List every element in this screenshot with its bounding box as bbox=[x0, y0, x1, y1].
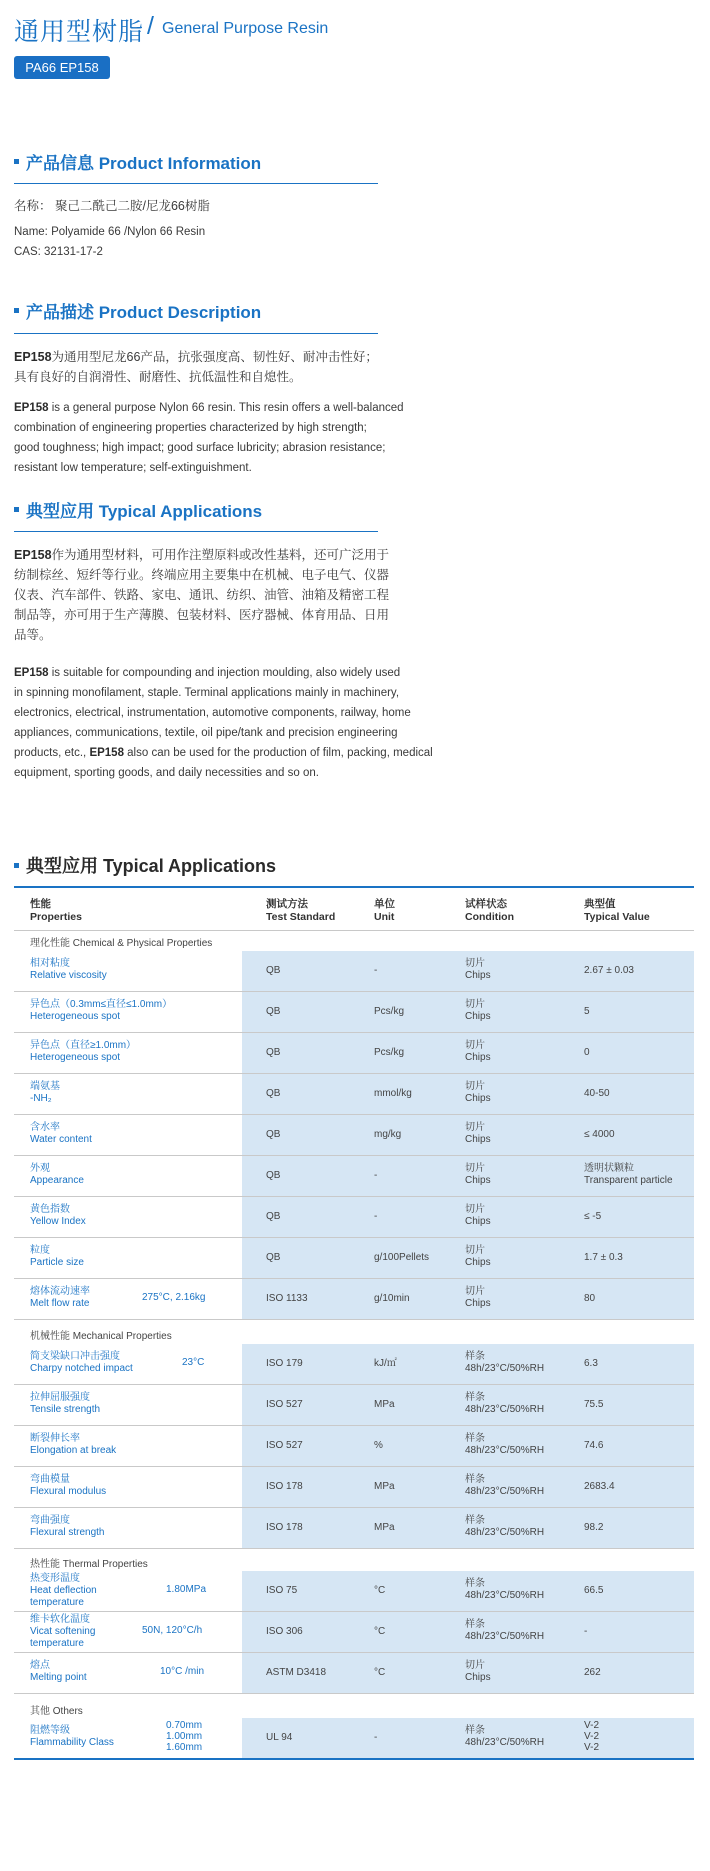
typical-value bbox=[584, 1047, 590, 1059]
app-cn-line-4: 制品等，亦可用于生产薄膜、包装材料、医疗器械、体育用品、日用 bbox=[14, 608, 390, 622]
property-label bbox=[30, 1040, 136, 1064]
property-name-cn: 异色点（直径≥1.0mm） bbox=[30, 1040, 137, 1051]
property-name-cn: 熔点 bbox=[30, 1660, 50, 1671]
property-label bbox=[30, 958, 107, 982]
group-label-mechanical: 机械性能 Mechanical Properties bbox=[30, 1331, 172, 1342]
property-name-cn: 外观 bbox=[30, 1163, 50, 1174]
property-name-cn: 弯曲模量 bbox=[30, 1474, 70, 1485]
header-divider bbox=[14, 930, 694, 931]
condition-en: 48h/23°C/50%RH bbox=[465, 1631, 545, 1642]
square-bullet-icon bbox=[14, 863, 19, 868]
product-code: EP158 bbox=[14, 402, 49, 414]
section-divider bbox=[14, 183, 378, 184]
product-name-en: Name: Polyamide 66 /Nylon 66 Resin bbox=[14, 226, 206, 238]
test-standard: QB bbox=[266, 1088, 281, 1099]
test-standard: ISO 179 bbox=[266, 1358, 303, 1369]
unit: MPa bbox=[374, 1481, 395, 1492]
typical-value-main: 5 bbox=[584, 1006, 590, 1017]
property-label bbox=[30, 1351, 133, 1375]
row-divider bbox=[14, 1548, 694, 1549]
header-value bbox=[584, 898, 650, 924]
group-label-others: 其他 Others bbox=[30, 1706, 83, 1717]
property-label bbox=[30, 1204, 86, 1228]
unit: °C bbox=[374, 1585, 386, 1596]
condition-cn: 切片 bbox=[465, 1245, 485, 1256]
property-label bbox=[30, 1163, 84, 1187]
thickness-value: 1.00mm bbox=[166, 1731, 203, 1742]
app-cn-line-2: 纺制棕丝、短纤等行业。终端应用主要集中在机械、电子电气、仪器 bbox=[14, 568, 390, 582]
section-title-text: 典型应用 Typical Applications bbox=[26, 502, 263, 521]
property-name-en-2: temperature bbox=[30, 1597, 84, 1608]
typical-value bbox=[584, 1667, 601, 1679]
test-standard: QB bbox=[266, 1006, 281, 1017]
test-standard: ISO 178 bbox=[266, 1481, 303, 1492]
condition-cn: 切片 bbox=[465, 958, 485, 969]
app-cn-line-1 bbox=[14, 545, 389, 565]
header-cn: 测试方法 bbox=[266, 898, 308, 910]
property-name-cn: 相对粘度 bbox=[30, 958, 70, 969]
property-name-en: Flammability Class bbox=[30, 1737, 114, 1748]
table-row bbox=[14, 992, 694, 1033]
property-name-cn: 维卡软化温度 bbox=[30, 1614, 90, 1625]
property-label bbox=[30, 1245, 84, 1269]
typical-value bbox=[584, 1626, 587, 1638]
test-standard: ISO 75 bbox=[266, 1585, 298, 1596]
app-en-line-3: electronics, electrical, instrumentation, automotive components, railway, home bbox=[14, 707, 411, 719]
condition-en: 48h/23°C/50%RH bbox=[465, 1590, 545, 1601]
test-thickness-list bbox=[166, 1720, 202, 1753]
header-cn: 性能 bbox=[30, 898, 51, 910]
thickness-value: 1.60mm bbox=[166, 1742, 203, 1753]
test-condition: 1.80MPa bbox=[166, 1584, 207, 1595]
desc-cn-text: 为通用型尼龙66产品，抗张强度高、韧性好、耐冲击性好； bbox=[51, 350, 378, 364]
typical-value bbox=[584, 965, 634, 977]
section-title-product-info bbox=[14, 149, 261, 174]
typical-value-main: 74.6 bbox=[584, 1440, 604, 1451]
section-title-product-desc bbox=[14, 298, 261, 323]
test-standard: QB bbox=[266, 1129, 281, 1140]
unit: - bbox=[374, 965, 378, 976]
property-name-cn: 拉伸屈服强度 bbox=[30, 1392, 90, 1403]
typical-value-main: 40-50 bbox=[584, 1088, 610, 1099]
property-name-en: Yellow Index bbox=[30, 1216, 86, 1227]
condition-cn: 样条 bbox=[465, 1351, 485, 1362]
header-en: Test Standard bbox=[266, 911, 336, 923]
table-row bbox=[14, 1426, 694, 1467]
sample-condition bbox=[465, 1392, 544, 1416]
app-cn-line-5: 品等。 bbox=[14, 628, 52, 642]
condition-cn: 切片 bbox=[465, 999, 485, 1010]
test-condition: 10°C /min bbox=[160, 1666, 205, 1677]
header-cn: 单位 bbox=[374, 898, 395, 910]
header-cn: 试样状态 bbox=[465, 898, 507, 910]
condition-en: 48h/23°C/50%RH bbox=[465, 1445, 545, 1456]
sample-condition bbox=[465, 1122, 491, 1146]
property-name-en: Charpy notched impact bbox=[30, 1363, 133, 1374]
section-title-table bbox=[14, 852, 276, 878]
condition-en: Chips bbox=[465, 1216, 491, 1227]
property-name-en: Appearance bbox=[30, 1175, 84, 1186]
property-name-cn: 熔体流动速率 bbox=[30, 1286, 90, 1297]
table-row bbox=[14, 1385, 694, 1426]
section-title-text: 典型应用 Typical Applications bbox=[26, 856, 277, 876]
property-name-cn: 断裂伸长率 bbox=[30, 1433, 80, 1444]
product-name-cn: 名称： 聚己二酰己二胺/尼龙66树脂 bbox=[14, 199, 210, 213]
product-code: EP158 bbox=[14, 667, 49, 679]
thickness-value: 0.70mm bbox=[166, 1720, 203, 1731]
sample-condition bbox=[465, 1245, 491, 1269]
condition-en: 48h/23°C/50%RH bbox=[465, 1737, 545, 1748]
property-label bbox=[30, 1081, 60, 1105]
header-en: Properties bbox=[30, 911, 82, 923]
app-cn-text: 作为通用型材料，可用作注塑原料或改性基料，还可广泛用于 bbox=[51, 548, 390, 562]
typical-value bbox=[584, 1585, 603, 1597]
app-en-text: also can be used for the production of film, packing, medical bbox=[123, 747, 433, 759]
test-condition: 23°C bbox=[182, 1357, 205, 1368]
test-standard: ISO 306 bbox=[266, 1626, 303, 1637]
table-row bbox=[14, 1197, 694, 1238]
unit: kJ/㎡ bbox=[374, 1358, 397, 1369]
unit: mg/kg bbox=[374, 1129, 402, 1140]
property-label bbox=[30, 999, 172, 1023]
desc-en-line-3: good toughness; high impact; good surface lubricity; abrasion resistance; bbox=[14, 442, 386, 454]
condition-cn: 切片 bbox=[465, 1204, 485, 1215]
condition-cn: 样条 bbox=[465, 1725, 485, 1736]
typical-value-main: - bbox=[584, 1626, 588, 1637]
test-condition: 275°C, 2.16kg bbox=[142, 1292, 206, 1303]
property-label bbox=[30, 1614, 95, 1650]
condition-cn: 切片 bbox=[465, 1081, 485, 1092]
condition-en: Chips bbox=[465, 1175, 491, 1186]
desc-en-text: is a general purpose Nylon 66 resin. This resin offers a well-balanced bbox=[48, 402, 404, 414]
product-badge: PA66 EP158 bbox=[14, 56, 110, 79]
typical-value-main: ≤ -5 bbox=[584, 1211, 602, 1222]
property-name-en: Melt flow rate bbox=[30, 1298, 90, 1309]
square-bullet-icon bbox=[14, 308, 19, 313]
property-name-en: Particle size bbox=[30, 1257, 84, 1268]
condition-cn: 样条 bbox=[465, 1474, 485, 1485]
product-code: EP158 bbox=[89, 747, 124, 759]
typical-value bbox=[584, 1440, 603, 1452]
sample-condition bbox=[465, 1040, 491, 1064]
property-label bbox=[30, 1660, 87, 1684]
test-standard: QB bbox=[266, 1170, 281, 1181]
condition-cn: 样条 bbox=[465, 1619, 485, 1630]
typical-value-list bbox=[584, 1720, 599, 1753]
sample-condition bbox=[465, 1474, 544, 1498]
typical-value-main: 262 bbox=[584, 1667, 601, 1678]
sample-condition bbox=[465, 1286, 491, 1310]
typical-value bbox=[584, 1163, 673, 1187]
header-property bbox=[30, 898, 82, 924]
typical-value: V-2 bbox=[584, 1742, 600, 1753]
app-en-text: products, etc., bbox=[14, 747, 90, 759]
property-name-en: Vicat softening bbox=[30, 1626, 96, 1637]
section-title-applications bbox=[14, 497, 262, 522]
section-title-text: 产品描述 Product Description bbox=[26, 303, 262, 322]
property-name-cn: 弯曲强度 bbox=[30, 1515, 70, 1526]
typical-value bbox=[584, 1293, 595, 1305]
header-unit bbox=[374, 898, 395, 924]
unit: g/10min bbox=[374, 1293, 410, 1304]
condition-en: 48h/23°C/50%RH bbox=[465, 1486, 545, 1497]
app-en-line-6: equipment, sporting goods, and daily necessities and so on. bbox=[14, 767, 319, 779]
table-row bbox=[14, 1571, 694, 1612]
property-label bbox=[30, 1392, 100, 1416]
typical-value bbox=[584, 1481, 615, 1493]
app-en-line-4: appliances, communications, textile, oil pipe/tank and precision engineering bbox=[14, 727, 398, 739]
group-label-chemical: 理化性能 Chemical & Physical Properties bbox=[30, 938, 213, 949]
test-standard: ISO 178 bbox=[266, 1522, 303, 1533]
sample-condition bbox=[465, 999, 491, 1023]
sample-condition bbox=[465, 1433, 544, 1457]
condition-cn: 切片 bbox=[465, 1163, 485, 1174]
typical-value bbox=[584, 1129, 615, 1141]
sample-condition bbox=[465, 1163, 491, 1187]
desc-en-line-2: combination of engineering properties characterized by high strength; bbox=[14, 422, 367, 434]
row-divider bbox=[14, 1758, 694, 1760]
condition-en: Chips bbox=[465, 970, 491, 981]
condition-en: 48h/23°C/50%RH bbox=[465, 1404, 545, 1415]
unit: MPa bbox=[374, 1399, 395, 1410]
test-standard: QB bbox=[266, 1047, 281, 1058]
page-title-en: General Purpose Resin bbox=[162, 20, 329, 37]
app-en-line-2: in spinning monofilament, staple. Terminal applications mainly in machinery, bbox=[14, 687, 400, 699]
product-code: EP158 bbox=[14, 548, 52, 562]
typical-value bbox=[584, 1088, 610, 1100]
section-divider bbox=[14, 531, 378, 532]
typical-value-main: 75.5 bbox=[584, 1399, 604, 1410]
typical-value-main: 98.2 bbox=[584, 1522, 604, 1533]
product-cas: CAS: 32131-17-2 bbox=[14, 246, 103, 258]
app-en-line-1 bbox=[14, 663, 400, 683]
table-row bbox=[14, 1115, 694, 1156]
property-name-cn: 黄色指数 bbox=[30, 1204, 70, 1215]
property-name-cn: 简支梁缺口冲击强度 bbox=[30, 1351, 120, 1362]
unit: g/100Pellets bbox=[374, 1252, 430, 1263]
desc-en-line-4: resistant low temperature; self-extinguishment. bbox=[14, 462, 252, 474]
property-label bbox=[30, 1573, 97, 1609]
unit: % bbox=[374, 1440, 383, 1451]
condition-en: Chips bbox=[465, 1672, 491, 1683]
header-cn: 典型值 bbox=[584, 898, 616, 910]
property-label bbox=[30, 1474, 106, 1498]
table-row bbox=[14, 1156, 694, 1197]
sample-condition bbox=[465, 1204, 491, 1228]
row-divider bbox=[14, 1319, 694, 1320]
condition-en: Chips bbox=[465, 1011, 491, 1022]
property-name-en: Heterogeneous spot bbox=[30, 1052, 121, 1063]
unit: °C bbox=[374, 1667, 386, 1678]
unit: Pcs/kg bbox=[374, 1006, 405, 1017]
property-name-en: Relative viscosity bbox=[30, 970, 107, 981]
header-en: Unit bbox=[374, 911, 395, 923]
section-title-text: 产品信息 Product Information bbox=[26, 154, 262, 173]
property-label bbox=[30, 1433, 116, 1457]
typical-value-main: 透明状颗粒 bbox=[584, 1163, 634, 1174]
test-standard: UL 94 bbox=[266, 1732, 293, 1743]
typical-value bbox=[584, 1522, 603, 1534]
condition-en: Chips bbox=[465, 1257, 491, 1268]
condition-cn: 样条 bbox=[465, 1392, 485, 1403]
property-name-cn: 阻燃等级 bbox=[30, 1725, 70, 1736]
typical-value-en: Transparent particle bbox=[584, 1175, 673, 1186]
header-condition bbox=[465, 898, 514, 924]
property-label bbox=[30, 1286, 90, 1310]
property-name-en: Water content bbox=[30, 1134, 92, 1145]
typical-value-main: 1.7 ± 0.3 bbox=[584, 1252, 623, 1263]
unit: mmol/kg bbox=[374, 1088, 412, 1099]
condition-en: 48h/23°C/50%RH bbox=[465, 1363, 545, 1374]
typical-value-main: ≤ 4000 bbox=[584, 1129, 615, 1140]
test-standard: QB bbox=[266, 1252, 281, 1263]
sample-condition bbox=[465, 1081, 491, 1105]
table-row bbox=[14, 1238, 694, 1279]
typical-value-main: 80 bbox=[584, 1293, 596, 1304]
table-top-border bbox=[14, 886, 694, 888]
typical-value: V-2 bbox=[584, 1720, 600, 1731]
sample-condition bbox=[465, 1725, 544, 1749]
typical-value-main: 0 bbox=[584, 1047, 590, 1058]
table-row bbox=[14, 1508, 694, 1549]
typical-value-main: 2683.4 bbox=[584, 1481, 615, 1492]
table-row bbox=[14, 1612, 694, 1653]
title-separator: / bbox=[147, 12, 154, 40]
sample-condition bbox=[465, 958, 491, 982]
desc-cn-line-1 bbox=[14, 347, 378, 367]
sample-condition bbox=[465, 1351, 544, 1375]
unit: °C bbox=[374, 1626, 386, 1637]
test-condition: 50N, 120°C/h bbox=[142, 1625, 203, 1636]
table-row bbox=[14, 1074, 694, 1115]
desc-cn-line-2: 具有良好的自润滑性、耐磨性、抗低温性和自熄性。 bbox=[14, 370, 302, 384]
property-name-en: Heterogeneous spot bbox=[30, 1011, 121, 1022]
page-title-cn: 通用型树脂 bbox=[14, 18, 145, 46]
typical-value bbox=[584, 1358, 598, 1370]
condition-cn: 切片 bbox=[465, 1122, 485, 1133]
property-name-en: Melting point bbox=[30, 1672, 87, 1683]
app-cn-line-3: 仪表、汽车部件、铁路、家电、通讯、纺织、油管、油箱及精密工程 bbox=[14, 588, 390, 602]
table-row bbox=[14, 1653, 694, 1694]
property-name-en-2: temperature bbox=[30, 1638, 84, 1649]
test-standard: ISO 527 bbox=[266, 1440, 303, 1451]
condition-en: Chips bbox=[465, 1134, 491, 1145]
condition-cn: 切片 bbox=[465, 1286, 485, 1297]
condition-en: 48h/23°C/50%RH bbox=[465, 1527, 545, 1538]
sample-condition bbox=[465, 1515, 544, 1539]
property-name-cn: 粒度 bbox=[30, 1245, 50, 1256]
sample-condition bbox=[465, 1660, 491, 1684]
condition-en: Chips bbox=[465, 1093, 491, 1104]
unit: MPa bbox=[374, 1522, 395, 1533]
test-standard: ISO 1133 bbox=[266, 1293, 308, 1304]
typical-value-main: 66.5 bbox=[584, 1585, 604, 1596]
square-bullet-icon bbox=[14, 507, 19, 512]
table-row bbox=[14, 1718, 694, 1760]
property-name-cn: 含水率 bbox=[30, 1122, 60, 1133]
condition-cn: 切片 bbox=[465, 1660, 485, 1671]
unit: - bbox=[374, 1170, 378, 1181]
product-code: EP158 bbox=[14, 350, 52, 364]
condition-cn: 样条 bbox=[465, 1515, 485, 1526]
property-name-cn: 异色点（0.3mm≤直径≤1.0mm） bbox=[30, 999, 173, 1010]
section-divider bbox=[14, 333, 378, 334]
sample-condition bbox=[465, 1619, 544, 1643]
header-en: Typical Value bbox=[584, 911, 650, 923]
desc-en-line-1 bbox=[14, 398, 404, 418]
row-divider bbox=[14, 1693, 694, 1694]
app-en-line-5 bbox=[14, 743, 433, 763]
property-name-en: Tensile strength bbox=[30, 1404, 101, 1415]
table-row bbox=[14, 1033, 694, 1074]
property-name-cn: 端氨基 bbox=[30, 1081, 60, 1092]
property-name-en: -NH₂ bbox=[30, 1093, 52, 1104]
typical-value-main: 2.67 ± 0.03 bbox=[584, 965, 634, 976]
property-label bbox=[30, 1725, 114, 1749]
property-label bbox=[30, 1515, 104, 1539]
test-standard: QB bbox=[266, 1211, 281, 1222]
property-name-en: Flexural modulus bbox=[30, 1486, 107, 1497]
sample-condition bbox=[465, 1578, 544, 1602]
typical-value bbox=[584, 1211, 601, 1223]
header-en: Condition bbox=[465, 911, 514, 923]
table-row bbox=[14, 1279, 694, 1320]
group-label-thermal: 热性能 Thermal Properties bbox=[30, 1559, 148, 1570]
typical-value-main: 6.3 bbox=[584, 1358, 598, 1369]
unit: Pcs/kg bbox=[374, 1047, 405, 1058]
property-name-cn: 热变形温度 bbox=[30, 1573, 80, 1584]
table-row bbox=[14, 1467, 694, 1508]
app-en-text: is suitable for compounding and injection moulding, also widely used bbox=[48, 667, 401, 679]
condition-en: Chips bbox=[465, 1298, 491, 1309]
header-standard bbox=[266, 898, 335, 924]
typical-value bbox=[584, 1399, 603, 1411]
unit: - bbox=[374, 1211, 378, 1222]
property-label bbox=[30, 1122, 92, 1146]
square-bullet-icon bbox=[14, 159, 19, 164]
typical-value: V-2 bbox=[584, 1731, 600, 1742]
condition-cn: 样条 bbox=[465, 1433, 485, 1444]
unit: - bbox=[374, 1732, 378, 1743]
typical-value bbox=[584, 1006, 590, 1018]
property-name-en: Elongation at break bbox=[30, 1445, 117, 1456]
property-name-en: Heat deflection bbox=[30, 1585, 97, 1596]
test-standard: ISO 527 bbox=[266, 1399, 303, 1410]
condition-en: Chips bbox=[465, 1052, 491, 1063]
table-row bbox=[14, 951, 694, 992]
property-name-en: Flexural strength bbox=[30, 1527, 105, 1538]
test-standard: ASTM D3418 bbox=[266, 1667, 327, 1678]
table-row bbox=[14, 1344, 694, 1385]
test-standard: QB bbox=[266, 965, 281, 976]
condition-cn: 切片 bbox=[465, 1040, 485, 1051]
condition-cn: 样条 bbox=[465, 1578, 485, 1589]
typical-value bbox=[584, 1252, 623, 1264]
